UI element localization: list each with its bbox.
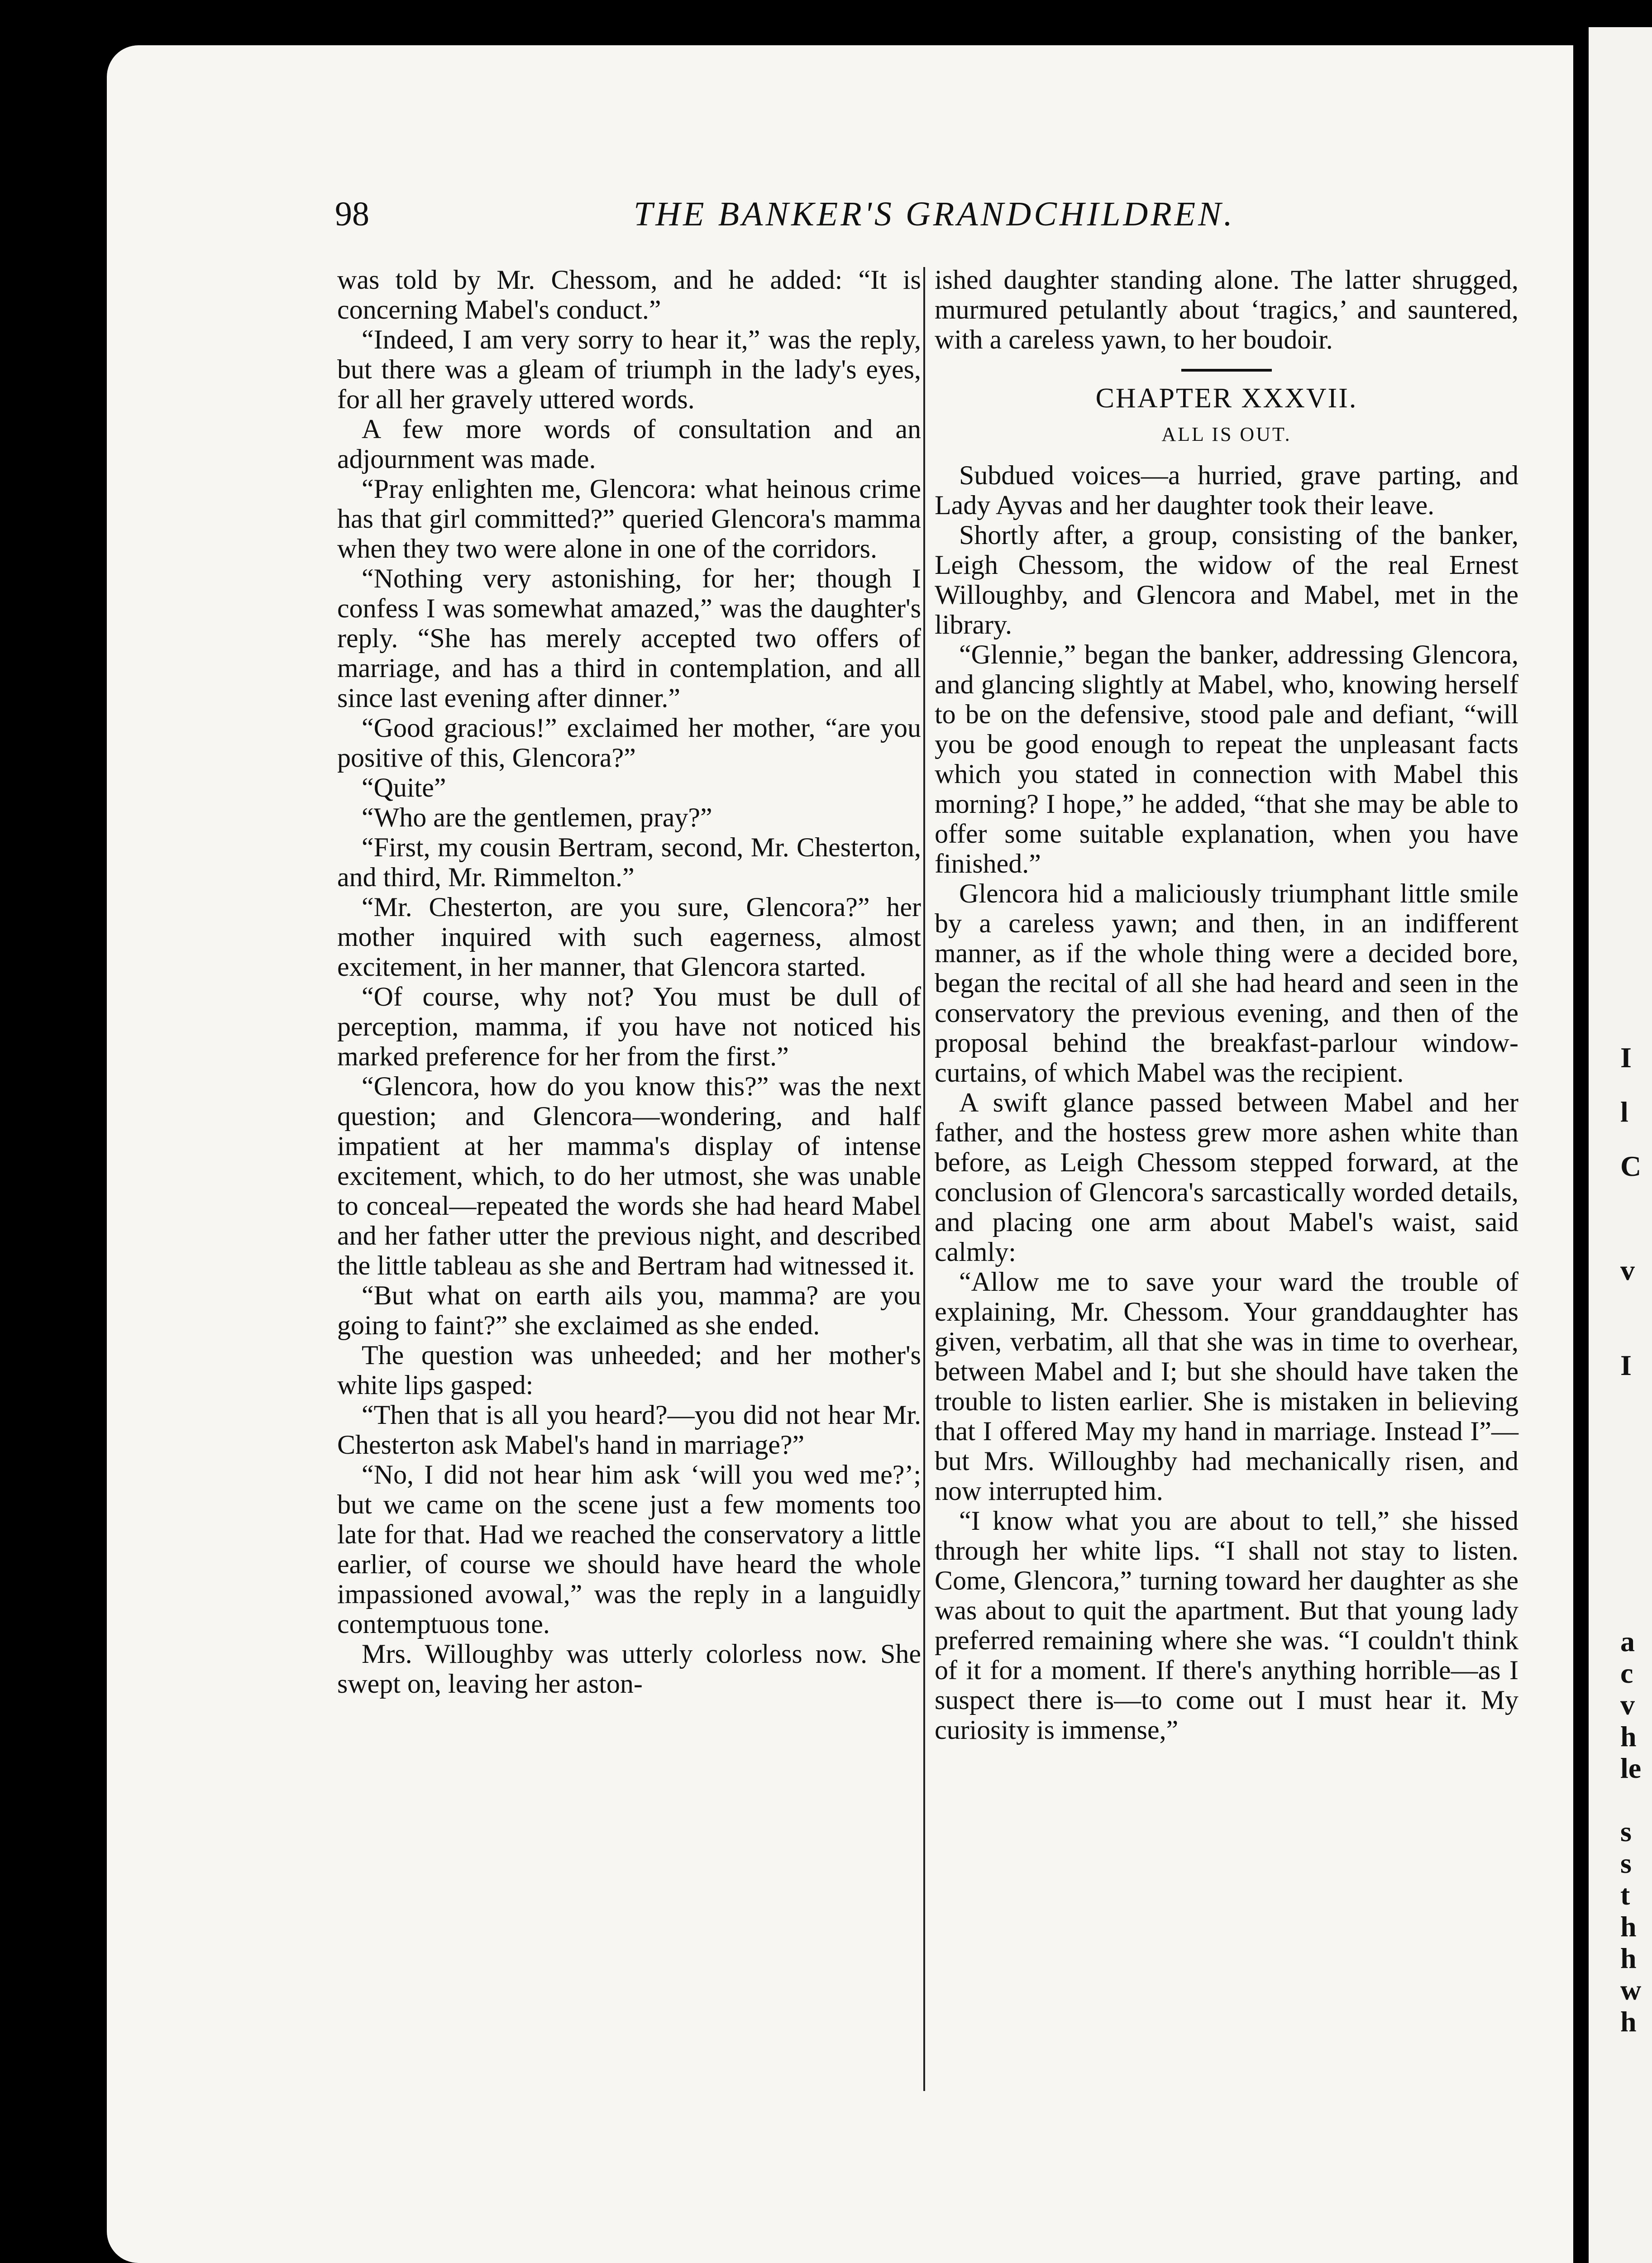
paragraph: Glencora hid a maliciously triumphant little smile by a careless yawn; and then, in an indifferent manner, as if the whole thing were a decided bore, began the recital of all she had heard and seen in the conservatory the previous evening, and then of the proposal behind the breakfast-parlour window-curtains, of which Mabel was the recipient. bbox=[935, 878, 1518, 1088]
paragraph: “Then that is all you heard?—you did not hear Mr. Chesterton ask Mabel's hand in marriage?” bbox=[337, 1400, 921, 1460]
facing-page-fragment: I bbox=[1620, 1349, 1632, 1381]
paragraph: “Glencora, how do you know this?” was the next question; and Glencora—wondering, and half impatient at her mamma's display of intense excitement, which, to do her utmost, she was unable to conceal—repeated the words she had heard Mabel and her father utter the previous night, and described the little tableau as she and Bertram had witnessed it. bbox=[337, 1071, 921, 1280]
paragraph: “Indeed, I am very sorry to hear it,” was the reply, but there was a gleam of triumph in the lady's eyes, for all her gravely uttered words. bbox=[337, 325, 921, 414]
left-column bbox=[337, 265, 921, 1699]
paragraph: A few more words of consultation and an adjournment was made. bbox=[337, 414, 921, 474]
facing-page-fragment: h bbox=[1620, 1942, 1637, 1974]
paragraph: “Mr. Chesterton, are you sure, Glencora?” her mother inquired with such eagerness, almost excitement, in her manner, that Glencora started. bbox=[337, 892, 921, 982]
facing-page-fragment: c bbox=[1620, 1657, 1633, 1689]
paragraph: “Pray enlighten me, Glencora: what heinous crime has that girl committed?” queried Glencora's mamma when they two were alone in one of the corridors. bbox=[337, 474, 921, 563]
paragraph: “Quite” bbox=[362, 773, 446, 802]
paragraph: “Who are the gentlemen, pray?” bbox=[362, 802, 712, 832]
paragraph: ished daughter standing alone. The latter shrugged, murmured petulantly about ‘tragics,’ and sauntered, with a careless yawn, to her boudoir. bbox=[935, 265, 1518, 354]
facing-page-fragment: l bbox=[1620, 1096, 1628, 1128]
paragraph: “Nothing very astonishing, for her; though I confess I was somewhat amazed,” was the daughter's reply. “She has merely accepted two offers of marriage, and has a third in contemplation, and all since last evening after dinner.” bbox=[337, 563, 921, 713]
paragraph: A swift glance passed between Mabel and her father, and the hostess grew more ashen white than before, as Leigh Chessom stepped forward, at the conclusion of Glencora's sarcastically worded details, and placing one arm about Mabel's waist, said calmly: bbox=[935, 1088, 1518, 1267]
paragraph: Shortly after, a group, consisting of the banker, Leigh Chessom, the widow of the real Ernest Willoughby, and Glencora and Mabel, met in the library. bbox=[935, 520, 1518, 640]
facing-page-fragment: a bbox=[1620, 1625, 1635, 1657]
paragraph: “First, my cousin Bertram, second, Mr. Chesterton, and third, Mr. Rimmelton.” bbox=[337, 832, 921, 892]
facing-page-fragment: h bbox=[1620, 2005, 1637, 2038]
facing-page-fragment: C bbox=[1620, 1150, 1642, 1182]
paragraph: “Of course, why not? You must be dull of perception, mamma, if you have not noticed his marked preference for her from the first.” bbox=[337, 982, 921, 1071]
facing-page-fragment: s bbox=[1620, 1847, 1632, 1879]
facing-page-fragment: w bbox=[1620, 1974, 1642, 2006]
right-column bbox=[935, 265, 1518, 1745]
facing-page-fragment: v bbox=[1620, 1689, 1635, 1721]
column-divider bbox=[923, 267, 925, 2091]
facing-page-fragment: t bbox=[1620, 1879, 1630, 1911]
paragraph: “Good gracious!” exclaimed her mother, “are you positive of this, Glencora?” bbox=[337, 713, 921, 773]
facing-page-fragment: h bbox=[1620, 1720, 1637, 1752]
paragraph: Mrs. Willoughby was utterly colorless now. She swept on, leaving her aston- bbox=[337, 1639, 921, 1699]
paragraph: Subdued voices—a hurried, grave parting, and Lady Ayvas and her daughter took their leave. bbox=[935, 460, 1518, 520]
facing-page-fragment: h bbox=[1620, 1910, 1637, 1943]
chapter-subheading: ALL IS OUT. bbox=[1161, 423, 1292, 445]
paragraph: “Glennie,” began the banker, addressing Glencora, and glancing slightly at Mabel, who, knowing herself to be on the defensive, stood pale and defiant, “will you be good enough to repeat the unpleasant facts which you stated in connection with Mabel this morning? I hope,” he added, “that she may be able to offer some suitable explanation, when you have finished.” bbox=[935, 640, 1518, 878]
page-number: 98 bbox=[335, 195, 369, 233]
facing-page-fragment: I bbox=[1620, 1041, 1632, 1074]
chapter-rule bbox=[1181, 369, 1272, 372]
chapter-heading: CHAPTER XXXVII. bbox=[1095, 383, 1358, 414]
running-title: THE BANKER'S GRANDCHILDREN. bbox=[634, 195, 1235, 233]
facing-page-fragment: le bbox=[1620, 1752, 1642, 1784]
paragraph: was told by Mr. Chessom, and he added: “It is concerning Mabel's conduct.” bbox=[337, 265, 921, 325]
paragraph: “But what on earth ails you, mamma? are you going to faint?” she exclaimed as she ended. bbox=[337, 1280, 921, 1340]
paragraph: “I know what you are about to tell,” she hissed through her white lips. “I shall not stay to listen. Come, Glencora,” turning toward her daughter as she was about to quit the apartment. But that young lady preferred remaining where she was. “I couldn't think of it for a moment. If there's anything horrible—as I suspect there is—to come out I must hear it. My curiosity is immense,” bbox=[935, 1506, 1518, 1745]
facing-page-fragment: v bbox=[1620, 1254, 1635, 1286]
paragraph: “No, I did not hear him ask ‘will you wed me?’; but we came on the scene just a few moments too late for that. Had we reached the conservatory a little earlier, of course we should have heard the whole impassioned avowal,” was the reply in a languidly contemptuous tone. bbox=[337, 1460, 921, 1639]
paragraph: “Allow me to save your ward the trouble of explaining, Mr. Chessom. Your granddaughter has given, verbatim, all that she was in time to overhear, between Mabel and I; but she should have taken the trouble to listen earlier. She is mistaken in believing that I offered May my hand in marriage. Instead I”—but Mrs. Willoughby had mechanically risen, and now interrupted him. bbox=[935, 1267, 1518, 1506]
paragraph: The question was unheeded; and her mother's white lips gasped: bbox=[337, 1340, 921, 1400]
facing-page-fragment: s bbox=[1620, 1815, 1632, 1848]
